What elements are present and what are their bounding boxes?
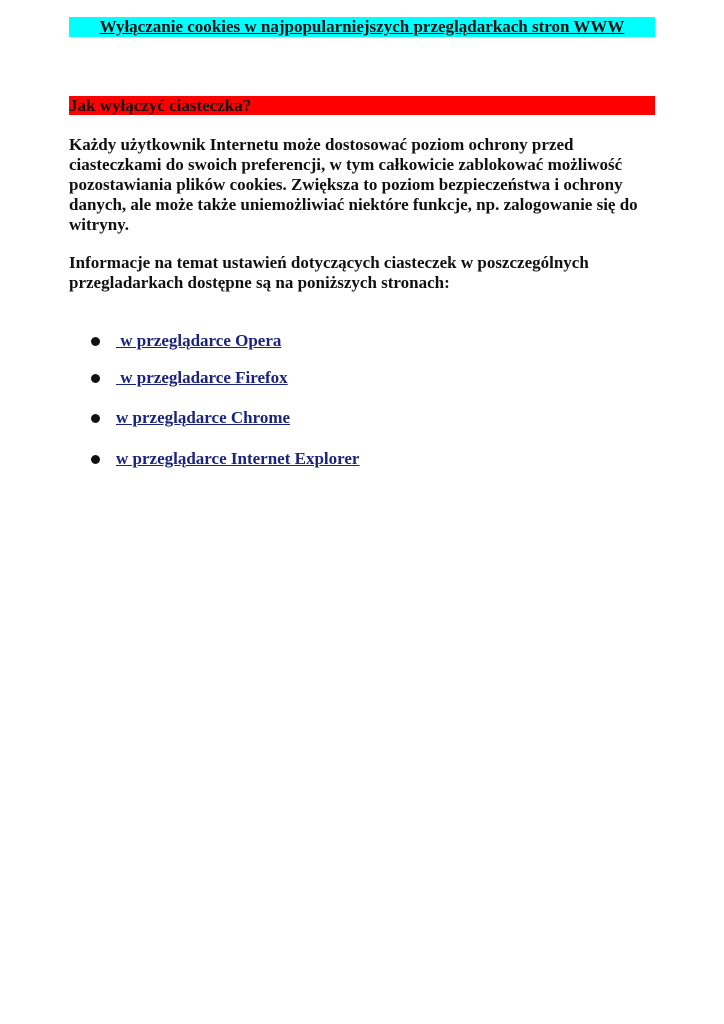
bullet-icon	[91, 374, 100, 383]
chrome-link[interactable]: w przeglądarce Chrome	[116, 408, 291, 427]
list-item	[91, 408, 491, 428]
list-item	[91, 331, 491, 351]
intro-paragraph: Każdy użytkownik Internetu może dostosować poziom ochrony przed ciasteczkami do swoich preferencji, w tym całkowicie zablokować możliwość pozostawiania plików cookies. Zwiększa to poziom bezpieczeństwa i ochrony danych, ale może także uniemożliwiać niektóre funkcje, np. zalogowanie się do witryny.	[69, 135, 638, 234]
info-paragraph: Informacje na temat ustawień dotyczących ciasteczek w poszczególnych przegladarkach dostępne są na poniższych stronach:	[69, 253, 589, 292]
page-title: Wyłączanie cookies w najpopularniejszych przeglądarkach stron WWW	[69, 17, 655, 37]
opera-link[interactable]: w przeglądarce Opera	[116, 331, 282, 350]
bullet-icon	[91, 337, 100, 346]
internet-explorer-link[interactable]: w przeglądarce Internet Explorer	[116, 449, 360, 468]
bullet-icon	[91, 455, 100, 464]
bullet-icon	[91, 414, 100, 423]
list-item	[91, 368, 491, 388]
list-item	[91, 449, 491, 469]
firefox-link[interactable]: w przegladarce Firefox	[116, 368, 288, 387]
section-heading: Jak wyłączyć ciasteczka?	[69, 96, 655, 115]
